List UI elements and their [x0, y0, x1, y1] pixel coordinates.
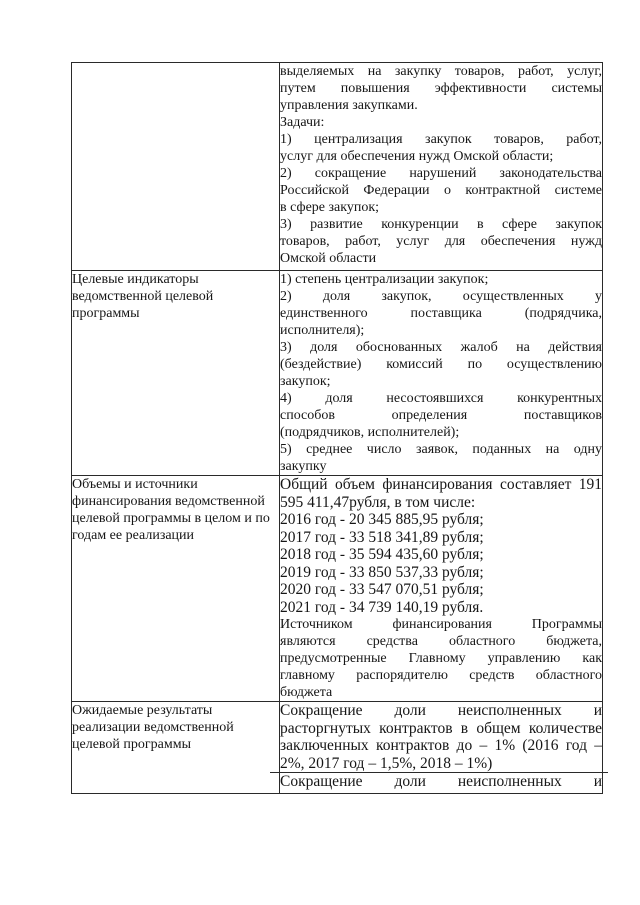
text-line: в сфере закупок; — [280, 200, 380, 215]
text-line: выделяемых на закупку товаров, работ, услуг, — [280, 64, 602, 79]
text-line: 2019 год - 33 850 537,33 рубля; — [280, 563, 484, 581]
text-line: 2) сокращение нарушений законодательства — [280, 166, 602, 181]
text-line: 1) степень централизации закупок; — [280, 272, 489, 287]
text-line: 3) развитие конкуренции в сфере закупок — [280, 217, 602, 232]
financing-cell — [280, 476, 603, 702]
text-line: (подрядчиков, исполнителей); — [280, 425, 460, 440]
text-line: 2021 год - 34 739 140,19 рубля. — [280, 598, 484, 616]
text-line: расторгнутых контрактов в общем количестве — [280, 719, 602, 737]
table-row — [72, 271, 603, 476]
text-line: главному распорядителю средств областного — [280, 668, 602, 683]
text-line: закупку — [280, 459, 327, 474]
text-line: бюджета — [280, 685, 333, 700]
text-line: (бездействие) комиссий по осуществлению — [280, 357, 602, 372]
text-line: Задачи: — [280, 115, 325, 130]
text-line: 595 411,47рубля, в том числе: — [280, 493, 476, 511]
text-line: 2018 год - 35 594 435,60 рубля; — [280, 546, 484, 563]
text-line: заключенных контрактов до – 1% (2016 год – — [280, 737, 602, 754]
text-line: 5) среднее число заявок, поданных на одну — [280, 442, 602, 457]
text-line: Источником финансирования Программы — [280, 617, 602, 632]
row-label-target-indicators: Целевые индикаторы ведомственной целевой программы — [72, 271, 280, 476]
program-passport-table — [71, 62, 603, 794]
table-row — [72, 702, 603, 794]
row-label-expected-results: Ожидаемые результаты реализации ведомственной целевой программы — [72, 702, 280, 794]
text-line: 4) доля несостоявшихся конкурентных — [280, 391, 602, 406]
table-row — [72, 63, 603, 271]
text-line: 2) доля закупок, осуществленных у — [280, 289, 602, 304]
text-line: 2017 год - 33 518 341,89 рубля; — [280, 528, 484, 546]
target-indicators-cell — [280, 271, 603, 476]
text-line: являются средства областного бюджета, — [280, 634, 602, 649]
text-line: 1) централизация закупок товаров, работ, — [280, 132, 602, 147]
text-line: исполнителя); — [280, 323, 365, 338]
text-line: 2020 год - 33 547 070,51 рубля; — [280, 581, 484, 598]
text-line: услуг для обеспечения нужд Омской области; — [280, 149, 554, 164]
row-label-financing: Объемы и источники финансирования ведомственной целевой программы в целом и по годам ее реализации — [72, 476, 280, 702]
text-line: единственного поставщика (подрядчика, — [280, 306, 602, 321]
goals-tasks-cell — [280, 63, 603, 271]
text-line: Сокращение доли неисполненных и — [270, 772, 608, 791]
text-line: управления закупками. — [280, 98, 418, 113]
table-row — [72, 476, 603, 702]
text-line: путем повышения эффективности системы — [280, 81, 602, 96]
text-line: товаров, работ, услуг для обеспечения нужд — [280, 234, 602, 249]
text-line: закупок; — [280, 374, 331, 389]
text-line: 3) доля обоснованных жалоб на действия — [280, 340, 602, 355]
text-line: предусмотренные Главному управлению как — [280, 651, 602, 666]
text-line: Общий объем финансирования составляет 191 — [280, 476, 602, 493]
text-line: Российской Федерации о контрактной системе — [280, 183, 602, 198]
expected-results-cell — [280, 702, 603, 794]
text-line: 2%, 2017 год – 1,5%, 2018 – 1%) — [280, 754, 493, 772]
text-line: 2016 год - 20 345 885,95 рубля; — [280, 511, 484, 528]
row-label — [72, 63, 280, 271]
text-line: Сокращение доли неисполненных и — [280, 702, 602, 719]
text-line: Омской области — [280, 251, 377, 266]
text-line: способов определения поставщиков — [280, 408, 602, 423]
